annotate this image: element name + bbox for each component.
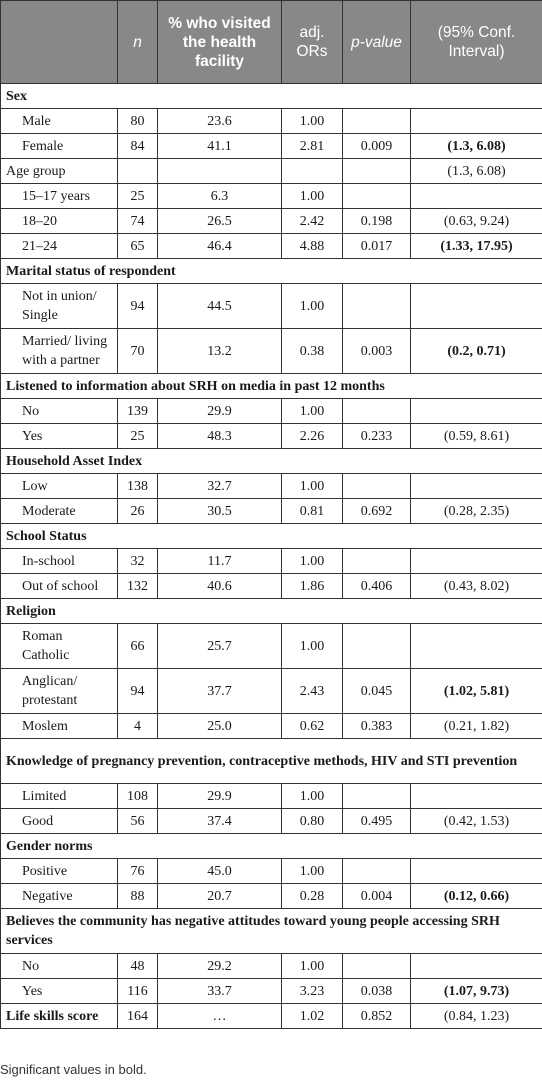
cell-n: 25 bbox=[118, 424, 158, 449]
table-row bbox=[1, 979, 542, 1004]
cell-percent-visited: 48.3 bbox=[158, 424, 282, 449]
section-header-row bbox=[1, 449, 542, 474]
cell-variable: Negative bbox=[1, 884, 118, 909]
cell-n: 32 bbox=[118, 549, 158, 574]
cell-percent-visited: 46.4 bbox=[158, 234, 282, 259]
cell-adj-or: 1.00 bbox=[282, 954, 343, 979]
cell-variable: Moderate bbox=[1, 499, 118, 524]
cell-variable: 15–17 years bbox=[1, 184, 118, 209]
cell-conf-interval: (1.3, 6.08) bbox=[411, 159, 542, 184]
cell-p-value: 0.038 bbox=[343, 979, 411, 1004]
cell-variable: No bbox=[1, 399, 118, 424]
table-row bbox=[1, 109, 542, 134]
table-row bbox=[1, 284, 542, 329]
cell-n: 116 bbox=[118, 979, 158, 1004]
cell-conf-interval bbox=[411, 399, 542, 424]
cell-adj-or: 2.43 bbox=[282, 669, 343, 714]
cell-conf-interval: (0.12, 0.66) bbox=[411, 884, 542, 909]
cell-n: 66 bbox=[118, 624, 158, 669]
table-row bbox=[1, 954, 542, 979]
cell-percent-visited bbox=[158, 159, 282, 184]
cell-p-value: 0.406 bbox=[343, 574, 411, 599]
table-row bbox=[1, 669, 542, 714]
cell-n: 4 bbox=[118, 714, 158, 739]
cell-percent-visited: 20.7 bbox=[158, 884, 282, 909]
section-header-row bbox=[1, 739, 542, 784]
cell-n: 94 bbox=[118, 669, 158, 714]
table-row bbox=[1, 549, 542, 574]
cell-variable: Age group bbox=[1, 159, 118, 184]
header-n: n bbox=[118, 1, 158, 84]
cell-conf-interval bbox=[411, 784, 542, 809]
cell-adj-or: 0.80 bbox=[282, 809, 343, 834]
cell-n: 94 bbox=[118, 284, 158, 329]
cell-conf-interval: (0.42, 1.53) bbox=[411, 809, 542, 834]
table-row bbox=[1, 234, 542, 259]
table-row bbox=[1, 809, 542, 834]
cell-percent-visited: 25.7 bbox=[158, 624, 282, 669]
cell-adj-or: 4.88 bbox=[282, 234, 343, 259]
cell-p-value bbox=[343, 184, 411, 209]
table-row bbox=[1, 184, 542, 209]
cell-adj-or: 2.26 bbox=[282, 424, 343, 449]
section-label: Gender norms bbox=[1, 834, 542, 859]
header-variable bbox=[1, 1, 118, 84]
cell-n: 88 bbox=[118, 884, 158, 909]
cell-p-value: 0.198 bbox=[343, 209, 411, 234]
cell-variable: Anglican/ protestant bbox=[1, 669, 118, 714]
cell-n: 84 bbox=[118, 134, 158, 159]
section-label: Knowledge of pregnancy prevention, contraceptive methods, HIV and STI prevention bbox=[1, 739, 542, 784]
cell-percent-visited: 25.0 bbox=[158, 714, 282, 739]
cell-adj-or: 0.62 bbox=[282, 714, 343, 739]
header-conf-interval: (95% Conf. Interval) bbox=[411, 1, 542, 84]
cell-adj-or: 1.00 bbox=[282, 184, 343, 209]
cell-p-value bbox=[343, 859, 411, 884]
cell-p-value: 0.692 bbox=[343, 499, 411, 524]
section-header-row bbox=[1, 84, 542, 109]
cell-p-value bbox=[343, 399, 411, 424]
cell-n: 56 bbox=[118, 809, 158, 834]
section-label: Listened to information about SRH on media in past 12 months bbox=[1, 374, 542, 399]
cell-variable: No bbox=[1, 954, 118, 979]
cell-percent-visited: 32.7 bbox=[158, 474, 282, 499]
cell-adj-or: 1.86 bbox=[282, 574, 343, 599]
cell-variable: Roman Catholic bbox=[1, 624, 118, 669]
cell-adj-or: 1.02 bbox=[282, 1004, 343, 1029]
cell-percent-visited: 23.6 bbox=[158, 109, 282, 134]
cell-conf-interval bbox=[411, 284, 542, 329]
cell-percent-visited: … bbox=[158, 1004, 282, 1029]
cell-adj-or: 1.00 bbox=[282, 474, 343, 499]
cell-conf-interval bbox=[411, 109, 542, 134]
cell-percent-visited: 37.4 bbox=[158, 809, 282, 834]
cell-conf-interval: (1.33, 17.95) bbox=[411, 234, 542, 259]
section-header-row bbox=[1, 259, 542, 284]
section-header-row bbox=[1, 524, 542, 549]
cell-p-value: 0.233 bbox=[343, 424, 411, 449]
cell-variable: Not in union/ Single bbox=[1, 284, 118, 329]
cell-adj-or: 1.00 bbox=[282, 284, 343, 329]
cell-p-value bbox=[343, 284, 411, 329]
section-label: Sex bbox=[1, 84, 542, 109]
cell-percent-visited: 45.0 bbox=[158, 859, 282, 884]
table-row bbox=[1, 424, 542, 449]
cell-n: 26 bbox=[118, 499, 158, 524]
section-label: Believes the community has negative attitudes toward young people accessing SRH services bbox=[1, 909, 542, 954]
cell-conf-interval: (0.59, 8.61) bbox=[411, 424, 542, 449]
cell-p-value bbox=[343, 784, 411, 809]
cell-p-value: 0.852 bbox=[343, 1004, 411, 1029]
cell-conf-interval: (0.28, 2.35) bbox=[411, 499, 542, 524]
table-row bbox=[1, 714, 542, 739]
cell-percent-visited: 41.1 bbox=[158, 134, 282, 159]
cell-n: 164 bbox=[118, 1004, 158, 1029]
cell-p-value bbox=[343, 159, 411, 184]
cell-n: 48 bbox=[118, 954, 158, 979]
cell-adj-or: 1.00 bbox=[282, 859, 343, 884]
table-row bbox=[1, 1004, 542, 1029]
cell-variable: Yes bbox=[1, 424, 118, 449]
cell-percent-visited: 11.7 bbox=[158, 549, 282, 574]
header-row bbox=[1, 1, 542, 84]
section-header-row bbox=[1, 909, 542, 954]
cell-n: 65 bbox=[118, 234, 158, 259]
cell-conf-interval bbox=[411, 624, 542, 669]
cell-variable: 18–20 bbox=[1, 209, 118, 234]
cell-conf-interval: (0.84, 1.23) bbox=[411, 1004, 542, 1029]
cell-percent-visited: 29.2 bbox=[158, 954, 282, 979]
cell-conf-interval bbox=[411, 859, 542, 884]
cell-variable: Good bbox=[1, 809, 118, 834]
cell-n: 132 bbox=[118, 574, 158, 599]
cell-conf-interval: (1.02, 5.81) bbox=[411, 669, 542, 714]
table-row bbox=[1, 474, 542, 499]
cell-percent-visited: 40.6 bbox=[158, 574, 282, 599]
cell-percent-visited: 29.9 bbox=[158, 399, 282, 424]
cell-n: 76 bbox=[118, 859, 158, 884]
cell-p-value: 0.017 bbox=[343, 234, 411, 259]
table-row bbox=[1, 399, 542, 424]
table-row bbox=[1, 499, 542, 524]
section-header-row bbox=[1, 599, 542, 624]
cell-p-value: 0.383 bbox=[343, 714, 411, 739]
cell-variable: Low bbox=[1, 474, 118, 499]
header-p-value: p-value bbox=[343, 1, 411, 84]
cell-variable: Male bbox=[1, 109, 118, 134]
header-adj-ors: adj. ORs bbox=[282, 1, 343, 84]
cell-variable: Moslem bbox=[1, 714, 118, 739]
cell-adj-or: 1.00 bbox=[282, 109, 343, 134]
footnote: Significant values in bold. bbox=[0, 1062, 147, 1077]
cell-percent-visited: 30.5 bbox=[158, 499, 282, 524]
cell-adj-or: 2.81 bbox=[282, 134, 343, 159]
cell-n: 25 bbox=[118, 184, 158, 209]
table-row bbox=[1, 884, 542, 909]
cell-conf-interval: (1.3, 6.08) bbox=[411, 134, 542, 159]
cell-p-value: 0.009 bbox=[343, 134, 411, 159]
cell-variable: Positive bbox=[1, 859, 118, 884]
cell-percent-visited: 37.7 bbox=[158, 669, 282, 714]
header-percent-visited: % who visited the health facility bbox=[158, 1, 282, 84]
cell-variable: Out of school bbox=[1, 574, 118, 599]
cell-n: 74 bbox=[118, 209, 158, 234]
cell-conf-interval: (1.07, 9.73) bbox=[411, 979, 542, 1004]
cell-variable: In-school bbox=[1, 549, 118, 574]
section-label: Marital status of respondent bbox=[1, 259, 542, 284]
cell-percent-visited: 26.5 bbox=[158, 209, 282, 234]
cell-p-value: 0.045 bbox=[343, 669, 411, 714]
cell-variable: Married/ living with a partner bbox=[1, 329, 118, 374]
cell-p-value bbox=[343, 549, 411, 574]
table-row bbox=[1, 859, 542, 884]
cell-n: 138 bbox=[118, 474, 158, 499]
cell-p-value: 0.004 bbox=[343, 884, 411, 909]
cell-adj-or: 0.28 bbox=[282, 884, 343, 909]
cell-adj-or: 3.23 bbox=[282, 979, 343, 1004]
cell-adj-or: 0.38 bbox=[282, 329, 343, 374]
cell-p-value: 0.003 bbox=[343, 329, 411, 374]
cell-variable: 21–24 bbox=[1, 234, 118, 259]
cell-percent-visited: 33.7 bbox=[158, 979, 282, 1004]
cell-variable: Life skills score bbox=[1, 1004, 118, 1029]
section-label: Household Asset Index bbox=[1, 449, 542, 474]
cell-variable: Limited bbox=[1, 784, 118, 809]
cell-conf-interval bbox=[411, 549, 542, 574]
cell-percent-visited: 29.9 bbox=[158, 784, 282, 809]
cell-p-value bbox=[343, 474, 411, 499]
cell-conf-interval: (0.2, 0.71) bbox=[411, 329, 542, 374]
table-row bbox=[1, 209, 542, 234]
cell-percent-visited: 44.5 bbox=[158, 284, 282, 329]
cell-conf-interval: (0.21, 1.82) bbox=[411, 714, 542, 739]
table-row bbox=[1, 329, 542, 374]
cell-percent-visited: 6.3 bbox=[158, 184, 282, 209]
cell-variable: Female bbox=[1, 134, 118, 159]
cell-n: 80 bbox=[118, 109, 158, 134]
cell-conf-interval bbox=[411, 184, 542, 209]
cell-p-value bbox=[343, 624, 411, 669]
cell-adj-or: 2.42 bbox=[282, 209, 343, 234]
cell-p-value bbox=[343, 109, 411, 134]
table-row bbox=[1, 574, 542, 599]
cell-conf-interval: (0.43, 8.02) bbox=[411, 574, 542, 599]
cell-conf-interval bbox=[411, 954, 542, 979]
cell-variable: Yes bbox=[1, 979, 118, 1004]
cell-conf-interval: (0.63, 9.24) bbox=[411, 209, 542, 234]
cell-adj-or: 1.00 bbox=[282, 549, 343, 574]
table-row bbox=[1, 624, 542, 669]
section-label: School Status bbox=[1, 524, 542, 549]
cell-n: 108 bbox=[118, 784, 158, 809]
cell-adj-or: 0.81 bbox=[282, 499, 343, 524]
table-row bbox=[1, 784, 542, 809]
cell-adj-or: 1.00 bbox=[282, 624, 343, 669]
cell-p-value: 0.495 bbox=[343, 809, 411, 834]
table-row bbox=[1, 134, 542, 159]
section-header-row bbox=[1, 374, 542, 399]
cell-p-value bbox=[343, 954, 411, 979]
cell-n bbox=[118, 159, 158, 184]
cell-adj-or: 1.00 bbox=[282, 399, 343, 424]
cell-adj-or: 1.00 bbox=[282, 784, 343, 809]
cell-percent-visited: 13.2 bbox=[158, 329, 282, 374]
section-label: Religion bbox=[1, 599, 542, 624]
cell-adj-or bbox=[282, 159, 343, 184]
cell-conf-interval bbox=[411, 474, 542, 499]
section-header-row bbox=[1, 834, 542, 859]
table-row bbox=[1, 159, 542, 184]
cell-n: 139 bbox=[118, 399, 158, 424]
cell-n: 70 bbox=[118, 329, 158, 374]
